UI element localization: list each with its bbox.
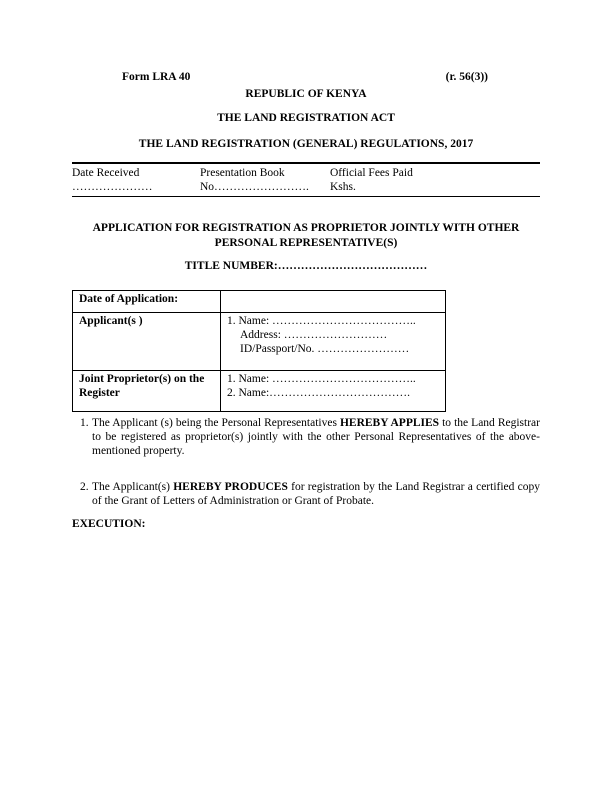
clause-2-pre: The Applicant(s) <box>92 481 174 493</box>
joint-name-2-line: 2. Name:………………………………. <box>227 387 411 399</box>
joint-name-1-line: 1. Name: ……………………………….. <box>227 373 416 385</box>
table-row <box>73 291 446 313</box>
applicant-details-cell <box>221 313 446 371</box>
rule-reference: (r. 56(3)) <box>445 71 488 83</box>
application-title-line2: PERSONAL REPRESENTATIVE(S) <box>214 236 398 249</box>
official-use-table <box>72 162 540 197</box>
date-received-label: Date Received <box>72 167 140 179</box>
date-received-column <box>72 166 200 194</box>
clauses-section <box>72 416 540 530</box>
title-number-line: TITLE NUMBER:………………………………… <box>184 260 428 272</box>
form-code: Form LRA 40 <box>122 71 191 83</box>
clause-1-bold: HEREBY APPLIES <box>339 417 440 429</box>
joint-proprietor-details-cell <box>221 371 446 412</box>
details-table <box>72 290 446 412</box>
clause-1 <box>72 416 540 458</box>
clause-1-text <box>92 416 540 458</box>
table-row <box>73 371 446 412</box>
date-received-value: ………………… <box>72 181 153 193</box>
applicant-id-line: ID/Passport/No. …………………… <box>240 343 410 355</box>
presentation-book-value: No……………………. <box>200 181 309 193</box>
application-title <box>36 221 576 250</box>
execution-heading: EXECUTION: <box>72 518 146 530</box>
clause-2-post: for registration by the Land Registrar a certified copy of the Grant of Letters of Administration or Grant of Probate. <box>92 481 540 507</box>
applicant-label: Applicant(s ) <box>73 313 221 371</box>
clause-2-text <box>92 480 540 508</box>
act-heading: THE LAND REGISTRATION ACT <box>217 112 395 124</box>
clause-1-number: 1. <box>80 417 89 429</box>
republic-heading: REPUBLIC OF KENYA <box>245 88 367 100</box>
official-fees-label: Official Fees Paid <box>330 167 413 179</box>
clause-2-bold: HEREBY PRODUCES <box>173 481 288 493</box>
table-row <box>73 313 446 371</box>
official-fees-value: Kshs. <box>330 181 356 193</box>
presentation-book-label: Presentation Book <box>200 167 285 179</box>
clause-2 <box>72 480 540 508</box>
clause-1-pre: The Applicant (s) being the Personal Representatives <box>92 417 340 429</box>
date-of-application-value <box>221 291 446 313</box>
presentation-book-column <box>200 166 330 194</box>
official-fees-column <box>330 166 540 194</box>
form-header-row <box>122 70 488 84</box>
applicant-address-line: Address: ……………………… <box>240 329 388 341</box>
date-of-application-label: Date of Application: <box>73 291 221 313</box>
joint-proprietor-label: Joint Proprietor(s) on the Register <box>73 371 221 412</box>
regulations-heading: THE LAND REGISTRATION (GENERAL) REGULATIONS, 2017 <box>138 138 474 150</box>
clause-2-number: 2. <box>80 481 89 493</box>
application-title-line1: APPLICATION FOR REGISTRATION AS PROPRIETOR JOINTLY WITH OTHER <box>92 222 520 234</box>
clause-1-post: to the Land Registrar to be registered as proprietor(s) jointly with the other Personal Representatives of the above-mentioned property. <box>92 417 540 457</box>
applicant-name-line: 1. Name: ……………………………….. <box>227 315 416 327</box>
